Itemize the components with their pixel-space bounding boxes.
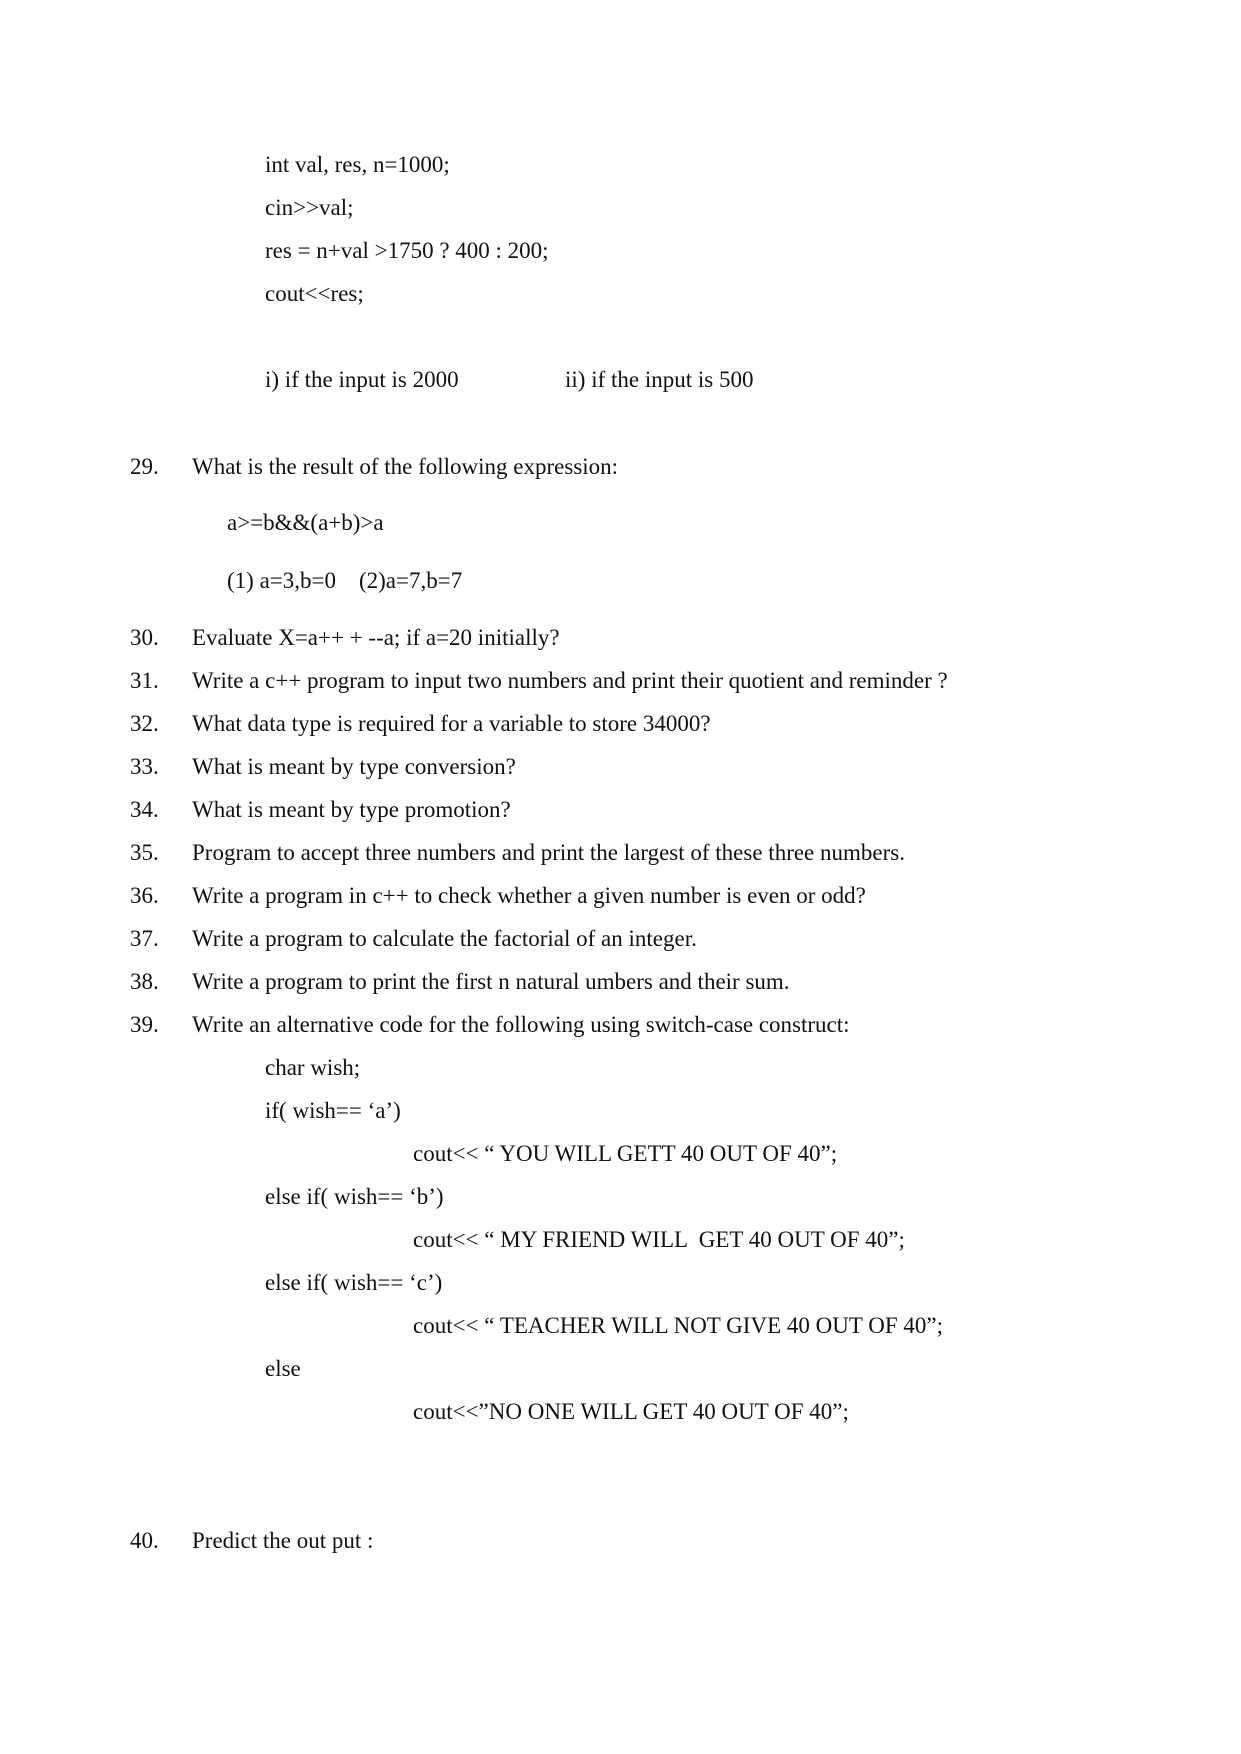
- expression-cases: (1) a=3,b=0 (2)a=7,b=7: [227, 568, 463, 593]
- code-line: cin>>val;: [265, 195, 354, 220]
- code-line: res = n+val >1750 ? 400 : 200;: [265, 238, 549, 263]
- question-text: Write a program to print the first n natural umbers and their sum.: [192, 969, 790, 994]
- question-number: 35.: [130, 840, 159, 865]
- question-number: 33.: [130, 754, 159, 779]
- question-number: 38.: [130, 969, 159, 994]
- question-text: What is the result of the following expression:: [192, 454, 619, 479]
- question-number: 32.: [130, 711, 159, 736]
- code-line: else: [265, 1356, 301, 1381]
- question-text: Program to accept three numbers and print the largest of these three numbers.: [192, 840, 905, 865]
- expression: a>=b&&(a+b)>a: [227, 510, 384, 535]
- question-number: 37.: [130, 926, 159, 951]
- question-number: 40.: [130, 1528, 159, 1553]
- question-text: What is meant by type conversion?: [192, 754, 516, 779]
- code-line: cout<< “ TEACHER WILL NOT GIVE 40 OUT OF 40”;: [413, 1313, 943, 1338]
- question-text: Write a program in c++ to check whether a given number is even or odd?: [192, 883, 866, 908]
- question-number: 39.: [130, 1012, 159, 1037]
- code-line: else if( wish== ‘c’): [265, 1270, 443, 1295]
- question-number: 30.: [130, 625, 159, 650]
- code-line: int val, res, n=1000;: [265, 152, 450, 177]
- question-text: Write an alternative code for the following using switch-case construct:: [192, 1012, 850, 1037]
- code-line: if( wish== ‘a’): [265, 1098, 401, 1123]
- question-number: 36.: [130, 883, 159, 908]
- question-text: Predict the out put :: [192, 1528, 374, 1553]
- code-line: cout<<res;: [265, 281, 364, 306]
- question-text: What data type is required for a variable to store 34000?: [192, 711, 711, 736]
- question-text: Write a c++ program to input two numbers and print their quotient and reminder ?: [192, 668, 948, 693]
- code-line: else if( wish== ‘b’): [265, 1184, 444, 1209]
- question-text: What is meant by type promotion?: [192, 797, 511, 822]
- question-number: 34.: [130, 797, 159, 822]
- question-number: 31.: [130, 668, 159, 693]
- code-line: cout<< “ MY FRIEND WILL GET 40 OUT OF 40”;: [413, 1227, 905, 1252]
- question-number: 29.: [130, 454, 159, 479]
- code-line: char wish;: [265, 1055, 361, 1080]
- input-case-i: i) if the input is 2000: [265, 367, 459, 392]
- question-text: Write a program to calculate the factorial of an integer.: [192, 926, 697, 951]
- input-case-ii: ii) if the input is 500: [565, 367, 754, 392]
- question-text: Evaluate X=a++ + --a; if a=20 initially?: [192, 625, 560, 650]
- code-line: cout<<”NO ONE WILL GET 40 OUT OF 40”;: [413, 1399, 849, 1424]
- code-line: cout<< “ YOU WILL GETT 40 OUT OF 40”;: [413, 1141, 838, 1166]
